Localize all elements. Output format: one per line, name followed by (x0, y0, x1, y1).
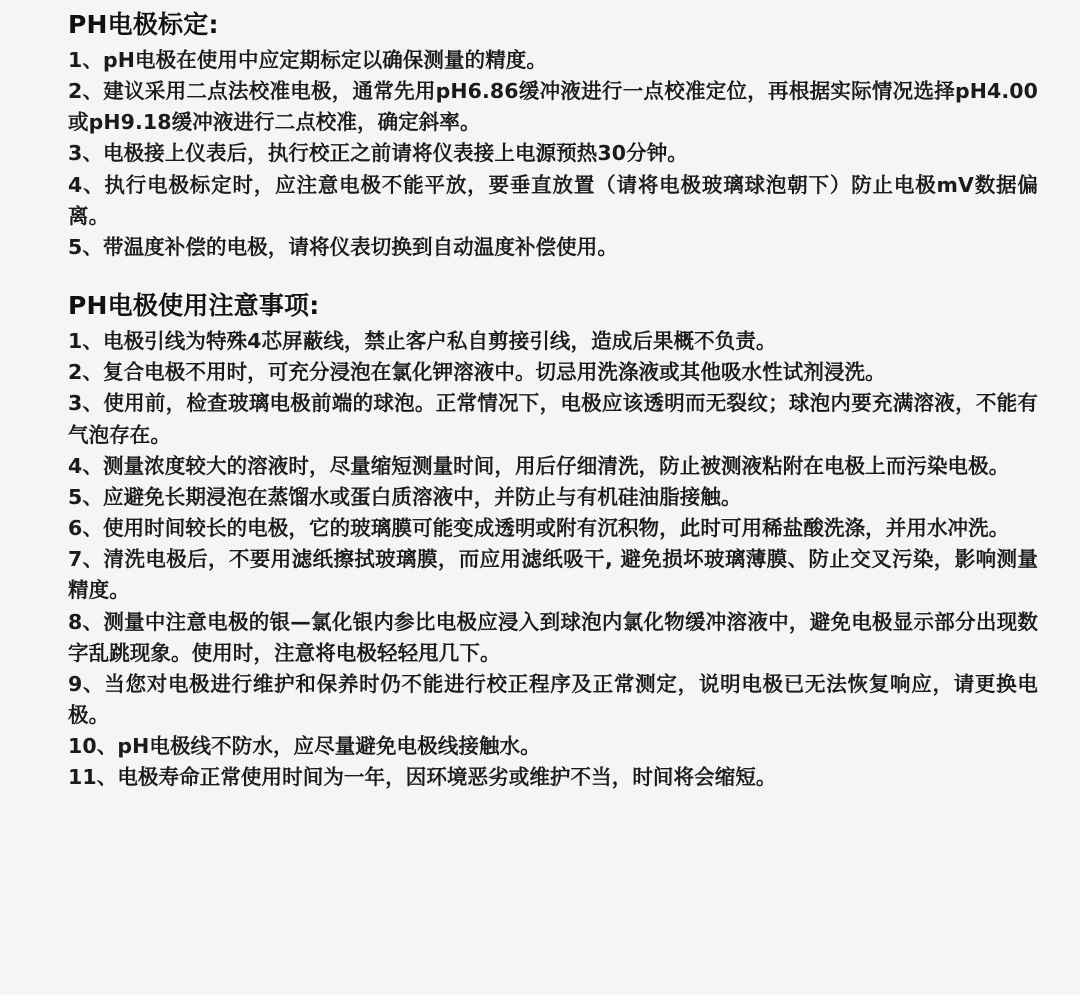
list-item: 1、pH电极在使用中应定期标定以确保测量的精度。 (68, 48, 547, 72)
list-item: 4、测量浓度较大的溶液时，尽量缩短测量时间，用后仔细清洗，防止被测液粘附在电极上而污染电极。 (68, 453, 1010, 478)
list-item: 10、pH电极线不防水，应尽量避免电极线接触水。 (68, 734, 541, 759)
list-item: 7、清洗电极后，不要用滤纸擦拭玻璃膜，而应用滤纸吸干, 避免损坏玻璃薄膜、防止交叉污染，影响测量精度。 (68, 547, 1038, 603)
list-item: 5、带温度补偿的电极，请将仪表切换到自动温度补偿使用。 (68, 234, 618, 259)
list-item: 2、建议采用二点法校准电极，通常先用pH6.86缓冲液进行一点校准定位，再根据实际情况选择pH4.00或pH9.18缓冲液进行二点校准，确定斜率。 (68, 79, 1038, 135)
list-item: 4、执行电极标定时，应注意电极不能平放，要垂直放置（请将电极玻璃球泡朝下）防止电极mV数据偏离。 (68, 172, 1038, 228)
section-calibration (68, 8, 1038, 263)
section-heading: PH电极使用注意事项: (68, 291, 320, 321)
list-item: 5、应避免长期浸泡在蒸馏水或蛋白质溶液中，并防止与有机硅油脂接触。 (68, 484, 742, 509)
list-item: 1、电极引线为特殊4芯屏蔽线，禁止客户私自剪接引线，造成后果概不负责。 (68, 329, 777, 354)
list-item: 8、测量中注意电极的银—氯化银内参比电极应浸入到球泡内氯化物缓冲溶液中，避免电极显示部分出现数字乱跳现象。使用时，注意将电极轻轻甩几下。 (68, 609, 1038, 665)
section-heading: PH电极标定: (68, 10, 219, 39)
section-usage-notes (68, 289, 1038, 793)
list-item: 11、电极寿命正常使用时间为一年，因环境恶劣或维护不当，时间将会缩短。 (68, 765, 777, 790)
list-item: 9、当您对电极进行维护和保养时仍不能进行校正程序及正常测定，说明电极已无法恢复响应，请更换电极。 (68, 671, 1038, 727)
list-item: 3、电极接上仪表后，执行校正之前请将仪表接上电源预热30分钟。 (68, 141, 688, 166)
list-item: 2、复合电极不用时，可充分浸泡在氯化钾溶液中。切忌用洗涤液或其他吸水性试剂浸洗。 (68, 360, 886, 385)
list-item: 3、使用前，检查玻璃电极前端的球泡。正常情况下，电极应该透明而无裂纹；球泡内要充满溶液，不能有气泡存在。 (68, 391, 1038, 447)
list-item: 6、使用时间较长的电极，它的玻璃膜可能变成透明或附有沉积物，此时可用稀盐酸洗涤，并用水冲洗。 (68, 516, 1010, 541)
